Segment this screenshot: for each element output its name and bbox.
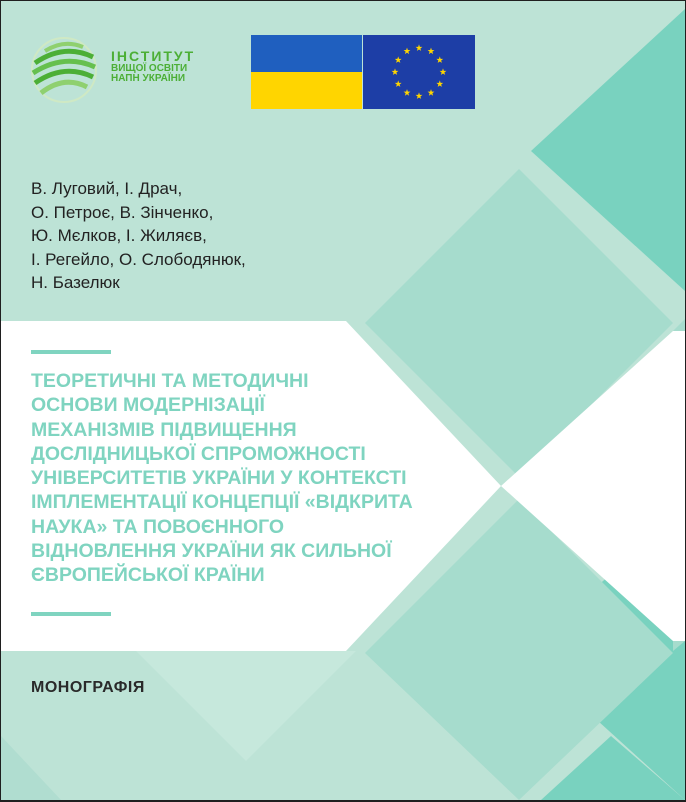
eu-star-icon bbox=[392, 68, 399, 75]
author-line: І. Регейло, О. Слободянюк, bbox=[31, 249, 246, 269]
eu-star-icon bbox=[436, 80, 443, 87]
title-line: УНІВЕРСИТЕТІВ УКРАЇНИ У КОНТЕКСТІ bbox=[31, 467, 407, 490]
eu-flag-icon bbox=[363, 35, 475, 109]
book-cover bbox=[1, 1, 685, 800]
title-line: МЕХАНІЗМІВ ПІДВИЩЕННЯ bbox=[31, 418, 297, 441]
title-top-rule bbox=[31, 350, 111, 354]
book-title bbox=[31, 369, 471, 588]
publication-type: МОНОГРАФІЯ bbox=[31, 679, 145, 696]
title-line: ЄВРОПЕЙСЬКОЇ КРАЇНИ bbox=[31, 564, 265, 587]
title-line: НАУКА» ТА ПОВОЄННОГО bbox=[31, 515, 285, 538]
eu-star-icon bbox=[428, 48, 435, 55]
title-line: ВІДНОВЛЕННЯ УКРАЇНИ ЯК СИЛЬНОЇ bbox=[31, 540, 392, 563]
institute-name-line1: ІНСТИТУТ bbox=[111, 48, 196, 64]
ukraine-flag-icon bbox=[251, 35, 362, 109]
institute-logo-icon bbox=[29, 35, 99, 105]
author-line: В. Луговий, І. Драч, bbox=[31, 179, 183, 198]
corner-shape bbox=[1, 736, 61, 800]
title-bottom-rule bbox=[31, 612, 111, 616]
author-line: Ю. Мєлков, І. Жиляєв, bbox=[31, 226, 207, 245]
author-line: О. Петроє, В. Зінченко, bbox=[31, 202, 214, 222]
institute-name bbox=[111, 49, 195, 85]
title-line: ОСНОВИ МОДЕРНІЗАЦІЇ bbox=[31, 394, 265, 417]
eu-star-icon bbox=[404, 48, 411, 55]
eu-star-icon bbox=[395, 80, 402, 87]
eu-star-icon bbox=[416, 44, 423, 51]
faint-diamond bbox=[136, 651, 356, 761]
institute-name-line2: ВИЩОЇ ОСВІТИ bbox=[111, 62, 188, 74]
title-line: ДОСЛІДНИЦЬКОЇ СПРОМОЖНОСТІ bbox=[31, 442, 366, 465]
eu-star-icon bbox=[440, 68, 447, 75]
title-line: ТЕОРЕТИЧНІ ТА МЕТОДИЧНІ bbox=[31, 370, 309, 392]
author-list bbox=[31, 177, 246, 295]
eu-stars bbox=[363, 35, 475, 109]
title-line: ІМПЛЕМЕНТАЦІЇ КОНЦЕПЦІЇ «ВІДКРИТА bbox=[31, 491, 413, 514]
eu-star-icon bbox=[416, 92, 423, 99]
institute-name-line3: НАПН УКРАЇНИ bbox=[111, 73, 186, 85]
eu-star-icon bbox=[436, 56, 443, 63]
author-line: Н. Базелюк bbox=[31, 273, 120, 292]
eu-star-icon bbox=[428, 89, 435, 96]
eu-star-icon bbox=[404, 89, 411, 96]
eu-star-icon bbox=[395, 56, 402, 63]
